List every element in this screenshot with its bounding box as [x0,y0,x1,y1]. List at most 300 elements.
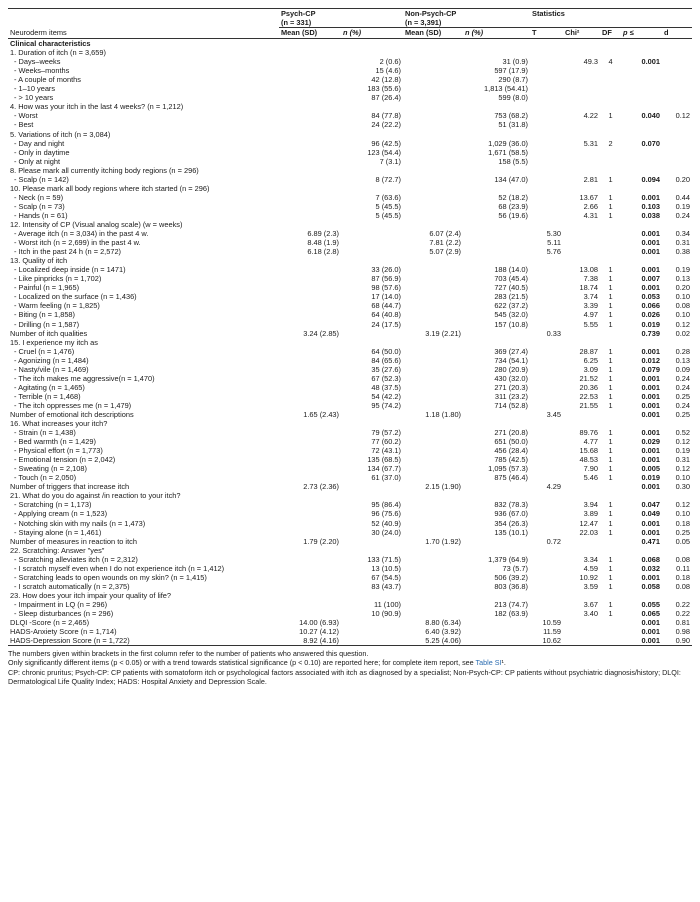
n-psych [341,256,403,265]
chi-value [563,102,600,111]
mean-nonpsych [403,446,463,455]
t-value [530,148,563,157]
chi-value: 2.66 [583,201,599,211]
n-nonpsych: 703 (45.4) [494,274,529,284]
chi-value [563,120,600,129]
p-value: 0.001 [641,400,661,410]
n-psych [341,618,403,627]
n-nonpsych [463,247,530,256]
n-nonpsych [463,419,530,428]
d-value [662,48,692,57]
table-row-section [8,256,692,265]
mean-nonpsych [403,202,463,211]
mean-psych [279,301,341,310]
n-psych: 2 (0.6) [379,57,402,67]
mean-psych [279,446,341,455]
mean-psych: 6.18 (2.8) [307,247,339,257]
chi-value [563,184,600,193]
df-value: 1 [608,599,613,609]
table-row-item [8,455,692,464]
item-label: - Worst itch (n = 2,699) in the past 4 w. [14,238,141,248]
item-label: - Hands (n = 61) [14,210,68,220]
table-row-item [8,374,692,383]
mean-nonpsych [403,555,463,564]
df-value [600,220,621,229]
table-row-item [8,193,692,202]
df-value: 1 [608,373,613,383]
chi-value [563,537,600,546]
item-label: - Like pinpricks (n = 1,702) [14,274,102,284]
item-label: - A couple of months [14,75,81,85]
mean-nonpsych [403,256,463,265]
d-value: 0.19 [675,446,691,456]
group-nonpsych: Non-Psych-CP [403,9,530,19]
n-psych: 67 (52.3) [371,373,402,383]
table-row-item [8,609,692,618]
mean-psych [279,428,341,437]
chi-value [563,618,600,627]
d-value [662,591,692,600]
d-value: 0.13 [675,274,691,284]
table-row-item [8,301,692,310]
mean-psych: 3.24 (2.85) [303,328,339,338]
n-psych: 95 (86.4) [371,500,402,510]
chi-value: 22.03 [579,527,599,537]
mean-nonpsych: 8.80 (6.34) [425,618,462,628]
d-value: 0.19 [675,201,691,211]
t-value: 10.62 [530,636,563,646]
mean-nonpsych [403,220,463,229]
table-row-section [8,482,692,491]
n-psych [341,130,403,139]
df-value [600,48,621,57]
n-psych: 42 (12.8) [371,75,402,85]
item-label: - Scratching leads to open wounds on my skin? (n = 1,415) [14,572,207,582]
n-nonpsych: 753 (68.2) [494,111,529,121]
d-value: 0.44 [675,192,691,202]
p-value: 0.066 [641,301,661,311]
df-value: 1 [608,609,613,618]
n-psych [341,537,403,546]
p-value: 0.055 [641,599,661,609]
mean-nonpsych [403,491,463,500]
mean-psych [279,609,341,618]
df-value: 1 [608,428,613,438]
table-row-item [8,202,692,211]
df-value [600,537,621,546]
df-value: 1 [608,554,613,564]
chi-value: 4.77 [583,437,599,447]
table-row-item [8,139,692,148]
chi-value [563,419,600,428]
chi-value: 28.87 [579,346,599,356]
item-label: - Average itch (n = 3,034) in the past 4 w. [14,229,149,239]
d-value: 0.10 [675,292,691,302]
chi-value [563,220,600,229]
mean-psych [279,139,341,148]
group-psych: Psych-CP [279,9,403,19]
mean-nonpsych [403,75,463,84]
d-value [662,148,692,157]
df-value [600,256,621,265]
df-value [600,84,621,93]
chi-value [563,39,600,49]
mean-psych [279,202,341,211]
chi-value [563,627,600,636]
n-nonpsych [463,482,530,491]
table-row-item [8,75,692,84]
item-label: - Best [14,120,34,130]
table-row-item [8,157,692,166]
n-nonpsych [463,537,530,546]
item-label: Number of measures in reaction to itch [10,536,137,546]
n-psych: 54 (42.2) [371,391,402,401]
item-label: - Scalp (n = 73) [14,201,65,211]
table-si-link[interactable]: Table SI [475,658,502,668]
t-value [530,428,563,437]
item-label: - The itch oppresses me (n = 1,479) [14,400,132,410]
t-value [530,392,563,401]
p-value: 0.068 [641,554,661,564]
item-label: - Drilling (n = 1,587) [14,319,80,329]
t-value: 11.59 [543,627,562,637]
item-label: HADS-Depression Score (n = 1,722) [8,636,279,646]
item-label: - Emotional tension (n = 2,042) [14,455,116,465]
d-value [662,102,692,111]
mean-psych [279,48,341,57]
mean-nonpsych [403,437,463,446]
t-value [530,374,563,383]
mean-psych [279,573,341,582]
table-row-item [8,519,692,528]
df-value [600,482,621,491]
n-nonpsych [463,591,530,600]
item-label: HADS-Anxiety Score (n = 1,714) [10,627,117,637]
n-psych [341,166,403,175]
t-value [530,292,563,301]
t-value [530,383,563,392]
d-value: 0.31 [675,455,691,465]
item-label: 4. How was your itch in the last 4 weeks? (n = 1,212) [10,102,184,112]
d-value: 0.12 [675,437,691,447]
mean-nonpsych [403,392,463,401]
mean-nonpsych [403,401,463,410]
p-value [621,120,662,129]
n-psych: 67 (54.5) [371,572,402,582]
chi-value: 21.52 [579,373,599,383]
n-psych: 7 (3.1) [379,156,402,166]
mean-nonpsych [403,428,463,437]
p-value [621,75,662,84]
df-value [600,157,621,166]
d-value: 0.22 [675,599,691,609]
p-value: 0.001 [641,572,661,582]
mean-psych [279,338,341,347]
chi-value: 10.92 [579,572,599,582]
t-value [530,211,563,220]
p-value: 0.029 [641,437,661,447]
item-label: - Scratching alleviates itch (n = 2,312) [14,554,138,564]
t-value [530,582,563,591]
t-value: 5.11 [547,238,562,248]
df-value: 1 [608,265,613,275]
df-value: 1 [608,111,613,121]
mean-psych [279,392,341,401]
mean-nonpsych: 6.07 (2.4) [429,229,462,239]
df-value: 1 [608,310,613,320]
item-label: - Scalp (n = 142) [14,174,69,184]
p-value: 0.001 [641,527,661,537]
table-row-item [8,111,692,120]
mean-psych [279,365,341,374]
table-row-item [8,437,692,446]
table-row-section [8,546,692,555]
df-value [600,627,621,636]
n-nonpsych: 506 (39.2) [494,572,529,582]
n-nonpsych: 68 (23.9) [498,201,529,211]
mean-psych [279,184,341,193]
n-psych: 87 (26.4) [371,93,402,103]
t-value [530,437,563,446]
n-nonpsych: 369 (27.4) [494,346,529,356]
mean-nonpsych [403,528,463,537]
n-psych [341,546,403,555]
item-label: - Painful (n = 1,965) [14,283,80,293]
mean-nonpsych [403,66,463,75]
p-value [621,48,662,57]
t-value [530,310,563,319]
mean-psych [279,564,341,573]
n-psych: 83 (43.7) [371,581,402,591]
col-mean-psych: Mean (SD) [279,28,341,39]
p-value [621,338,662,347]
col-t: T [530,28,563,39]
mean-psych [279,283,341,292]
df-value: 1 [608,464,613,474]
n-psych [341,338,403,347]
table-row-section [8,329,692,338]
table-row-section [8,591,692,600]
mean-psych [279,500,341,509]
mean-psych: 10.27 (4.12) [299,627,339,637]
d-value: 0.12 [675,111,691,121]
df-value [600,419,621,428]
t-value [530,555,563,564]
p-value [621,148,662,157]
mean-nonpsych [403,139,463,148]
mean-nonpsych [403,211,463,220]
mean-nonpsych [403,274,463,283]
n-psych: 133 (71.5) [367,554,402,564]
df-value [600,410,621,419]
t-value [530,102,563,111]
mean-nonpsych [403,93,463,102]
item-label: - Sweating (n = 2,108) [14,464,87,474]
mean-nonpsych [403,120,463,129]
d-value: 0.52 [675,428,691,438]
chi-value [563,166,600,175]
p-value: 0.026 [641,310,661,320]
t-value [530,500,563,509]
df-value [600,184,621,193]
n-psych [341,48,403,57]
n-psych [341,184,403,193]
mean-psych [279,555,341,564]
chi-value [563,130,600,139]
item-label: - Agitating (n = 1,465) [14,382,85,392]
d-value [662,130,692,139]
t-value: 4.29 [546,482,562,492]
group-nonpsych-n: (n = 3,391) [403,18,530,28]
n-nonpsych: 213 (74.7) [494,599,529,609]
mean-psych [279,356,341,365]
n-psych [341,419,403,428]
df-value [600,130,621,139]
n-psych [341,329,403,338]
n-psych: 7 (63.6) [375,192,402,202]
mean-psych [279,374,341,383]
t-value: 5.76 [546,247,562,257]
mean-nonpsych: 1.70 (1.92) [425,536,462,546]
df-value [600,148,621,157]
d-value: 0.98 [675,627,691,637]
df-value [600,93,621,102]
df-value [600,66,621,75]
chi-value: 5.31 [583,138,599,148]
df-value: 1 [608,563,613,573]
n-psych: 79 (57.2) [371,428,402,438]
n-nonpsych [463,39,530,49]
n-nonpsych: 311 (23.2) [494,391,529,401]
table-row-item [8,310,692,319]
item-label: - Warm feeling (n = 1,825) [14,301,100,311]
t-value [530,301,563,310]
footnote-3: CP: chronic pruritus; Psych-CP: CP patients with somatoform itch or psychological factors associated with itch as diagnosed by a specialist; Non-Psych-CP: CP patients without psychiatric diagnosis/history; DLQI: Dermatological Life Quality Index; HADS: Hospital Anxiety and Depression Scale. [8,667,681,686]
mean-nonpsych [403,582,463,591]
mean-nonpsych [403,320,463,329]
d-value: 0.12 [675,500,691,510]
n-nonpsych: 456 (28.4) [494,446,529,456]
t-value [530,57,563,66]
n-psych: 5 (45.5) [375,201,402,211]
n-psych: 61 (37.0) [371,473,402,483]
df-value [600,229,621,238]
t-value: 0.33 [546,328,562,338]
n-psych: 24 (17.5) [371,319,402,329]
chi-value: 3.40 [583,609,599,618]
mean-nonpsych [403,310,463,319]
n-psych: 24 (22.2) [371,120,402,130]
d-value: 0.28 [675,346,691,356]
chi-value [563,482,600,491]
p-value [621,93,662,102]
p-value: 0.001 [641,373,661,383]
table-row-item [8,365,692,374]
table-row-section [8,627,692,636]
df-value: 1 [608,301,613,311]
mean-psych: 1.79 (2.20) [303,536,339,546]
mean-nonpsych [403,365,463,374]
t-value [530,283,563,292]
item-label: - Sleep disturbances (n = 296) [14,609,114,618]
mean-nonpsych: 5.07 (2.9) [429,247,462,257]
table-row-item [8,211,692,220]
t-value [530,573,563,582]
col-item: Neuroderm items [8,28,279,39]
d-value: 0.10 [675,310,691,320]
t-value [530,175,563,184]
table-row-section [8,338,692,347]
p-value: 0.049 [641,509,661,519]
n-psych: 77 (60.2) [371,437,402,447]
df-value [600,247,621,256]
table-row-item [8,93,692,102]
n-nonpsych: 158 (5.5) [498,156,529,166]
mean-nonpsych [403,356,463,365]
table-row-item [8,564,692,573]
mean-nonpsych: 2.15 (1.90) [425,482,462,492]
mean-nonpsych [403,130,463,139]
d-value: 0.22 [675,609,691,618]
t-value [530,446,563,455]
d-value: 0.10 [675,509,691,519]
d-value: 0.02 [675,328,691,338]
table-row-item [8,175,692,184]
d-value [662,75,692,84]
item-label: - I scratch automatically (n = 2,375) [14,581,130,591]
item-label: - Only in daytime [14,147,70,157]
mean-psych: 1.65 (2.43) [303,409,339,419]
n-psych: 11 (100) [374,599,402,609]
mean-nonpsych: 6.40 (3.92) [425,627,462,637]
d-value: 0.08 [675,554,691,564]
chi-value: 7.38 [583,274,599,284]
n-psych: 52 (40.9) [371,518,402,528]
table-row-item [8,509,692,518]
n-psych [341,220,403,229]
t-value [530,455,563,464]
d-value [662,120,692,129]
table-row-item [8,392,692,401]
mean-psych [279,75,341,84]
n-nonpsych [463,491,530,500]
n-nonpsych [463,238,530,247]
n-nonpsych [463,130,530,139]
table-row-item [8,555,692,564]
p-value [621,184,662,193]
d-value: 0.18 [675,572,691,582]
chi-value: 5.46 [583,473,599,483]
chi-value: 15.68 [579,446,599,456]
chi-value: 89.76 [579,428,599,438]
d-value: 0.20 [675,283,691,293]
df-value: 1 [608,446,613,456]
n-nonpsych [463,618,530,627]
t-value: 5.30 [546,229,562,239]
df-value: 1 [608,292,613,302]
d-value: 0.24 [675,400,691,410]
footnote-2-end: ¹. [501,658,506,668]
chi-value [563,256,600,265]
df-value: 1 [608,283,613,293]
df-value: 1 [608,400,613,410]
p-value [621,591,662,600]
d-value: 0.34 [675,229,691,239]
chi-value: 3.34 [583,554,599,564]
mean-psych [279,310,341,319]
mean-nonpsych [403,57,463,66]
mean-psych [279,111,341,120]
